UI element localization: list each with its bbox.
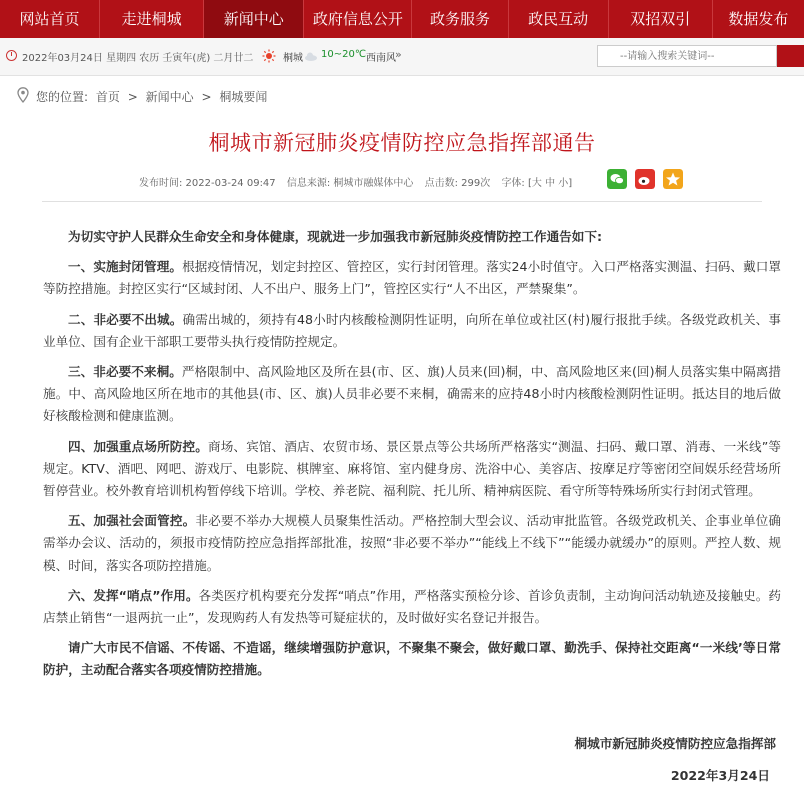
publish-time: 发布时间: 2022-03-24 09:47 (139, 178, 276, 189)
top-nav (0, 0, 804, 38)
article-meta (139, 174, 580, 189)
breadcrumb-current[interactable]: 桐城要闻 (219, 90, 268, 104)
closing-paragraph: 请广大市民不信谣、不传谣、不造谣，继续增强防护意识，不聚集不聚会，做好戴口罩、勤洗手、保持社交距离“一米线’等日常防护，主动配合落实各项疫情防控措施。 (43, 640, 781, 678)
paragraph-5: 五、加强社会面管控。非必要不举办大规模人员聚集性活动。严格控制大型会议、活动审批监管。各级党政机关、企事业单位确需举办会议、活动的，须报市疫情防控应急指挥部批准，按照“非必要不举办”“能线上不线下”“能缓办就缓办”的原则。严控人数、规模、时间，落实各项防控措施。 (43, 513, 782, 573)
date-text: 2022年03月24日 星期四 农历 壬寅年(虎) 二月廿二 (22, 53, 254, 64)
sun-icon (262, 49, 276, 63)
breadcrumb-label: 您的位置: (36, 90, 89, 104)
paragraph-4: 四、加强重点场所防控。商场、宾馆、酒店、农贸市场、景区景点等公共场所严格落实“测温、扫码、戴口罩、消毒、一米线”等规定。KTV、酒吧、网吧、游戏厅、电影院、棋牌室、麻将馆、室内健身房、洗浴中心、美容店、按摩足疗等密闭空间娱乐经营场所暂停营业。校外教育培训机构暂停线下培训。学校、养老院、福利院、托儿所、精神病医院、看守所等特殊场所实行封闭式管理。 (43, 438, 781, 499)
breadcrumb (36, 88, 271, 105)
nav-item-gov-info[interactable]: 政府信息公开 (304, 0, 412, 38)
divider (42, 201, 762, 202)
search-input[interactable] (597, 45, 777, 67)
signature-date: 2022年3月24日 (670, 768, 770, 783)
nav-item-interaction[interactable]: 政民互动 (509, 0, 609, 38)
nav-item-data[interactable]: 数据发布 (728, 10, 789, 28)
paragraph-6: 六、发挥“哨点”作用。各类医疗机构要充分发挥“哨点”作用，严格落实预检分诊、首诊负责制，主动询问活动轨迹及接触史。药店禁止销售“一退两抗一止”，发现购药人有发热等可疑症状的，及时做好实名登记并报告。 (43, 587, 781, 626)
search-button[interactable] (777, 45, 804, 67)
paragraph-3: 三、非必要不来桐。严格限制中、高风险地区及所在县(市、区、旗)人员来(回)桐，中、高风险地区来(回)桐人员落实集中隔离措施。中、高风险地区所在地市的其他县(市、区、旗)人员非必要不来桐，确需来的应持48小时内核酸检测阴性证明。抵达目的地后做好核酸检测和健康监测。 (43, 364, 781, 424)
wechat-share-icon[interactable] (607, 169, 627, 189)
font-size-selector[interactable]: 字体: [大 中 小] (501, 178, 573, 189)
weibo-share-icon[interactable] (635, 169, 655, 189)
nav-item-home[interactable]: 网站首页 (0, 0, 100, 38)
intro-paragraph: 为切实守护人民群众生命安全和身体健康，现就进一步加强我市新冠肺炎疫情防控工作通告如下: (68, 229, 602, 244)
nav-item-services[interactable]: 政务服务 (412, 0, 508, 38)
chevron-right-icon[interactable]: » (395, 48, 402, 61)
weather-temp: 10~20℃ (321, 49, 367, 60)
click-count: 点击数: 299次 (424, 178, 491, 189)
signature: 桐城市新冠肺炎疫情防控应急指挥部 (574, 736, 776, 751)
source: 信息来源: 桐城市融媒体中心 (286, 178, 414, 189)
nav-item-news[interactable]: 新闻中心 (204, 0, 304, 38)
weather-wind: 西南风 (366, 53, 396, 64)
breadcrumb-sep: > (127, 90, 138, 104)
breadcrumb-home[interactable]: 首页 (95, 90, 120, 104)
clock-icon (6, 50, 17, 61)
location-pin-icon (17, 87, 29, 103)
nav-item-investment[interactable]: 双招双引 (609, 0, 713, 38)
paragraph-2: 二、非必要不出城。确需出城的，须持有48小时内核酸检测阴性证明，向所在单位或社区(村)履行报批手续。各级党政机关、事业单位、国有企业干部职工要带头执行疫情防控规定。 (43, 311, 781, 349)
page-title: 桐城市新冠肺炎疫情防控应急指挥部通告 (208, 131, 596, 155)
article-body (43, 226, 781, 690)
cloud-icon (304, 50, 318, 62)
nav-item-about[interactable]: 走进桐城 (100, 0, 204, 38)
favorite-star-icon[interactable] (663, 169, 683, 189)
breadcrumb-news[interactable]: 新闻中心 (145, 90, 194, 104)
breadcrumb-sep: > (201, 90, 212, 104)
weather-city: 桐城 (283, 53, 303, 64)
paragraph-1: 一、实施封闭管理。根据疫情情况，划定封控区、管控区，实行封闭管理。落实24小时值守。入口严格落实测温、扫码、戴口罩等防控措施。封控区实行“区域封闭、人不出户、服务上门”，管控区实行“人不出区，严禁聚集”。 (43, 259, 782, 297)
